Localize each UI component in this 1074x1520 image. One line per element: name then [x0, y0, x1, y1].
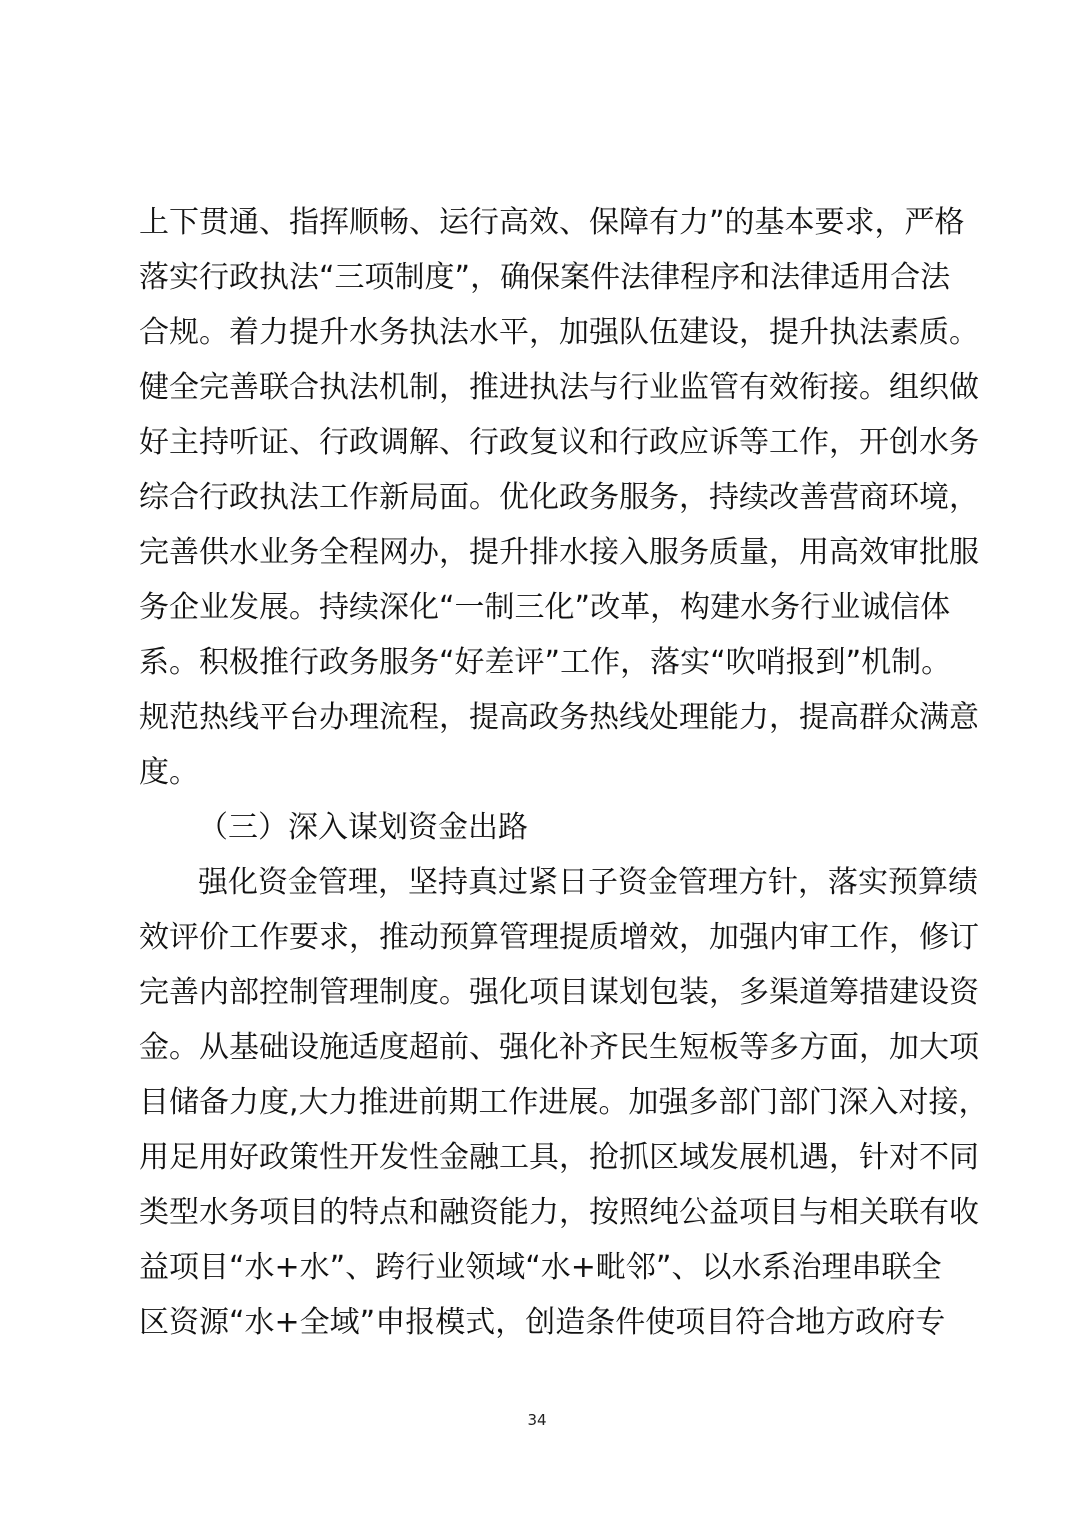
text-line: 综合行政执法工作新局面。优化政务服务，持续改善营商环境， [139, 480, 979, 515]
text-line: 务企业发展。持续深化“一制三化”改革，构建水务行业诚信体 [139, 590, 951, 625]
text-line: 目储备力度,大力推进前期工作进展。加强多部门部门深入对接， [139, 1085, 989, 1120]
page-number: 34 [527, 1411, 547, 1429]
text-line: 健全完善联合执法机制，推进执法与行业监管有效衔接。组织做 [139, 370, 979, 405]
text-line: 规范热线平台办理流程，提高政务热线处理能力，提高群众满意 [139, 700, 979, 735]
text-line: 类型水务项目的特点和融资能力，按照纯公益项目与相关联有收 [139, 1195, 979, 1230]
text-line: 区资源“水+全域”申报模式，创造条件使项目符合地方政府专 [139, 1305, 946, 1340]
text-line: 金。从基础设施适度超前、强化补齐民生短板等多方面，加大项 [139, 1030, 979, 1065]
text-line: 度。 [139, 755, 199, 790]
text-line: 效评价工作要求，推动预算管理提质增效，加强内审工作，修订 [139, 920, 979, 955]
text-line: 合规。着力提升水务执法水平，加强队伍建设，提升执法素质。 [139, 315, 979, 350]
text-line: 完善内部控制管理制度。强化项目谋划包装，多渠道筹措建设资 [139, 975, 979, 1010]
section-heading: （三）深入谋划资金出路 [198, 810, 528, 845]
text-line: 好主持听证、行政调解、行政复议和行政应诉等工作，开创水务 [139, 425, 979, 460]
text-line: 上下贯通、指挥顺畅、运行高效、保障有力”的基本要求，严格 [139, 205, 965, 240]
text-line: 完善供水业务全程网办，提升排水接入服务质量，用高效审批服 [139, 535, 979, 570]
text-line: 用足用好政策性开发性金融工具，抢抓区域发展机遇，针对不同 [139, 1140, 979, 1175]
text-line: 落实行政执法“三项制度”，确保案件法律程序和法律适用合法 [139, 260, 951, 295]
text-line: 益项目“水+水”、跨行业领域“水+毗邻”、以水系治理串联全 [139, 1250, 942, 1285]
text-line: 强化资金管理，坚持真过紧日子资金管理方针，落实预算绩 [198, 865, 978, 900]
text-line: 系。积极推行政务服务“好差评”工作，落实“吹哨报到”机制。 [139, 645, 952, 680]
